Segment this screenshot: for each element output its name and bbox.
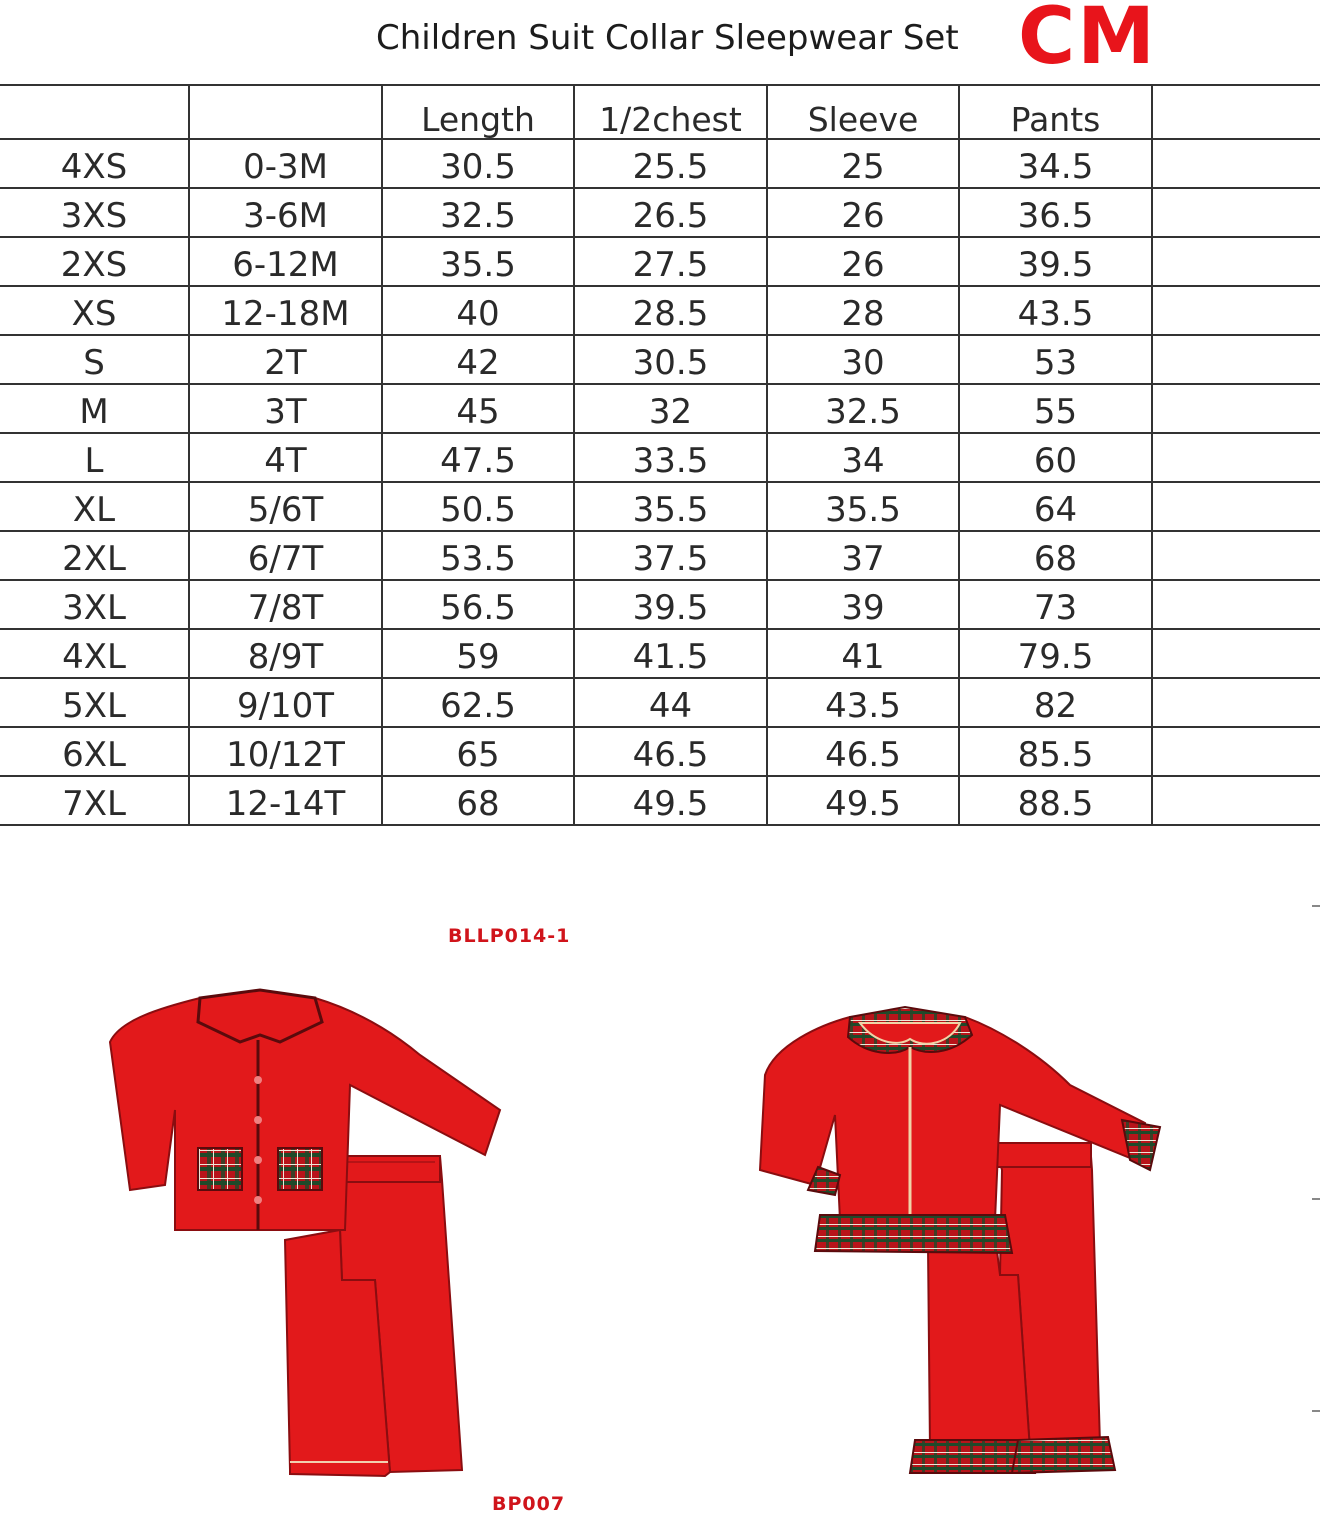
boys-pajama-illustration — [90, 980, 510, 1490]
table-cell: 42 — [382, 335, 574, 384]
column-header: Sleeve — [767, 85, 959, 139]
table-cell: 44 — [574, 678, 767, 727]
table-cell: 40 — [382, 286, 574, 335]
table-cell-empty — [1152, 678, 1320, 727]
size-chart-table — [0, 84, 1320, 826]
column-header — [189, 85, 382, 139]
product-code-boys: BP007 — [492, 1493, 566, 1515]
table-row — [0, 629, 1320, 678]
table-cell-empty — [1152, 139, 1320, 188]
table-cell-empty — [1152, 629, 1320, 678]
table-cell: 41 — [767, 629, 959, 678]
table-cell: 37.5 — [574, 531, 767, 580]
table-cell: 53.5 — [382, 531, 574, 580]
table-cell: 32 — [574, 384, 767, 433]
table-cell: 56.5 — [382, 580, 574, 629]
table-cell: 32.5 — [382, 188, 574, 237]
table-cell: 36.5 — [959, 188, 1152, 237]
table-cell: 4XS — [0, 139, 189, 188]
table-cell-empty — [1152, 580, 1320, 629]
table-cell: 43.5 — [959, 286, 1152, 335]
table-cell: 49.5 — [574, 776, 767, 825]
table-cell: 9/10T — [189, 678, 382, 727]
table-cell: 35.5 — [574, 482, 767, 531]
table-cell: 46.5 — [767, 727, 959, 776]
table-cell: 82 — [959, 678, 1152, 727]
table-cell: 35.5 — [767, 482, 959, 531]
table-row — [0, 776, 1320, 825]
table-cell: 39.5 — [959, 237, 1152, 286]
table-cell: 53 — [959, 335, 1152, 384]
table-cell: 6/7T — [189, 531, 382, 580]
table-cell: 26.5 — [574, 188, 767, 237]
column-header: 1/2chest — [574, 85, 767, 139]
table-row — [0, 139, 1320, 188]
edge-mark — [1312, 905, 1320, 907]
table-row — [0, 482, 1320, 531]
table-header-row — [0, 85, 1320, 139]
girls-pajama-illustration — [750, 995, 1180, 1485]
table-cell: 4T — [189, 433, 382, 482]
table-cell: 85.5 — [959, 727, 1152, 776]
table-cell: 64 — [959, 482, 1152, 531]
table-cell-empty — [1152, 237, 1320, 286]
column-header — [1152, 85, 1320, 139]
table-cell: 10/12T — [189, 727, 382, 776]
table-cell-empty — [1152, 384, 1320, 433]
table-cell: 7/8T — [189, 580, 382, 629]
table-row — [0, 237, 1320, 286]
table-cell: 30 — [767, 335, 959, 384]
table-cell: 50.5 — [382, 482, 574, 531]
table-cell: L — [0, 433, 189, 482]
table-cell-empty — [1152, 433, 1320, 482]
table-cell: 60 — [959, 433, 1152, 482]
table-cell: 43.5 — [767, 678, 959, 727]
table-cell: 41.5 — [574, 629, 767, 678]
page-title: Children Suit Collar Sleepwear Set — [376, 18, 959, 58]
table-row — [0, 433, 1320, 482]
table-cell: 0-3M — [189, 139, 382, 188]
table-row — [0, 384, 1320, 433]
unit-label: CM — [1018, 0, 1157, 82]
table-cell: 68 — [959, 531, 1152, 580]
table-cell: 46.5 — [574, 727, 767, 776]
table-cell: 34 — [767, 433, 959, 482]
table-cell: 26 — [767, 188, 959, 237]
table-cell-empty — [1152, 335, 1320, 384]
table-cell: 12-18M — [189, 286, 382, 335]
table-cell: 30.5 — [382, 139, 574, 188]
table-cell: 59 — [382, 629, 574, 678]
table-row — [0, 335, 1320, 384]
table-cell: 32.5 — [767, 384, 959, 433]
table-row — [0, 678, 1320, 727]
table-cell: 2T — [189, 335, 382, 384]
product-code-girls: BLLP014-1 — [448, 925, 571, 947]
table-cell: 4XL — [0, 629, 189, 678]
column-header: Length — [382, 85, 574, 139]
table-row — [0, 531, 1320, 580]
table-cell: XS — [0, 286, 189, 335]
table-cell: 49.5 — [767, 776, 959, 825]
table-cell: 79.5 — [959, 629, 1152, 678]
girls-shirt — [760, 1007, 1160, 1253]
table-row — [0, 188, 1320, 237]
table-cell: 3T — [189, 384, 382, 433]
table-cell: 8/9T — [189, 629, 382, 678]
table-cell: 62.5 — [382, 678, 574, 727]
table-cell-empty — [1152, 482, 1320, 531]
table-cell: M — [0, 384, 189, 433]
table-cell: 27.5 — [574, 237, 767, 286]
table-cell: 26 — [767, 237, 959, 286]
table-cell: 39 — [767, 580, 959, 629]
table-cell: 37 — [767, 531, 959, 580]
table-row — [0, 580, 1320, 629]
table-row — [0, 286, 1320, 335]
table-cell: XL — [0, 482, 189, 531]
table-cell: 3XL — [0, 580, 189, 629]
column-header — [0, 85, 189, 139]
table-cell: 3-6M — [189, 188, 382, 237]
table-cell-empty — [1152, 286, 1320, 335]
table-cell: 7XL — [0, 776, 189, 825]
table-cell: 55 — [959, 384, 1152, 433]
table-cell: 35.5 — [382, 237, 574, 286]
table-cell: S — [0, 335, 189, 384]
table-cell: 33.5 — [574, 433, 767, 482]
table-cell: 2XL — [0, 531, 189, 580]
column-header: Pants — [959, 85, 1152, 139]
table-cell: 25.5 — [574, 139, 767, 188]
table-cell: 39.5 — [574, 580, 767, 629]
table-row — [0, 727, 1320, 776]
table-cell: 3XS — [0, 188, 189, 237]
table-cell-empty — [1152, 776, 1320, 825]
edge-mark — [1312, 1410, 1320, 1412]
table-cell-empty — [1152, 188, 1320, 237]
table-cell: 12-14T — [189, 776, 382, 825]
table-cell: 28 — [767, 286, 959, 335]
table-cell: 2XS — [0, 237, 189, 286]
table-cell: 30.5 — [574, 335, 767, 384]
table-cell: 47.5 — [382, 433, 574, 482]
table-cell: 5/6T — [189, 482, 382, 531]
table-cell: 45 — [382, 384, 574, 433]
table-cell: 6XL — [0, 727, 189, 776]
table-cell: 73 — [959, 580, 1152, 629]
table-cell-empty — [1152, 727, 1320, 776]
table-cell: 88.5 — [959, 776, 1152, 825]
table-cell: 6-12M — [189, 237, 382, 286]
table-cell: 25 — [767, 139, 959, 188]
table-cell: 68 — [382, 776, 574, 825]
edge-mark — [1312, 1198, 1320, 1200]
table-cell-empty — [1152, 531, 1320, 580]
table-cell: 5XL — [0, 678, 189, 727]
table-cell: 34.5 — [959, 139, 1152, 188]
table-cell: 28.5 — [574, 286, 767, 335]
table-cell: 65 — [382, 727, 574, 776]
